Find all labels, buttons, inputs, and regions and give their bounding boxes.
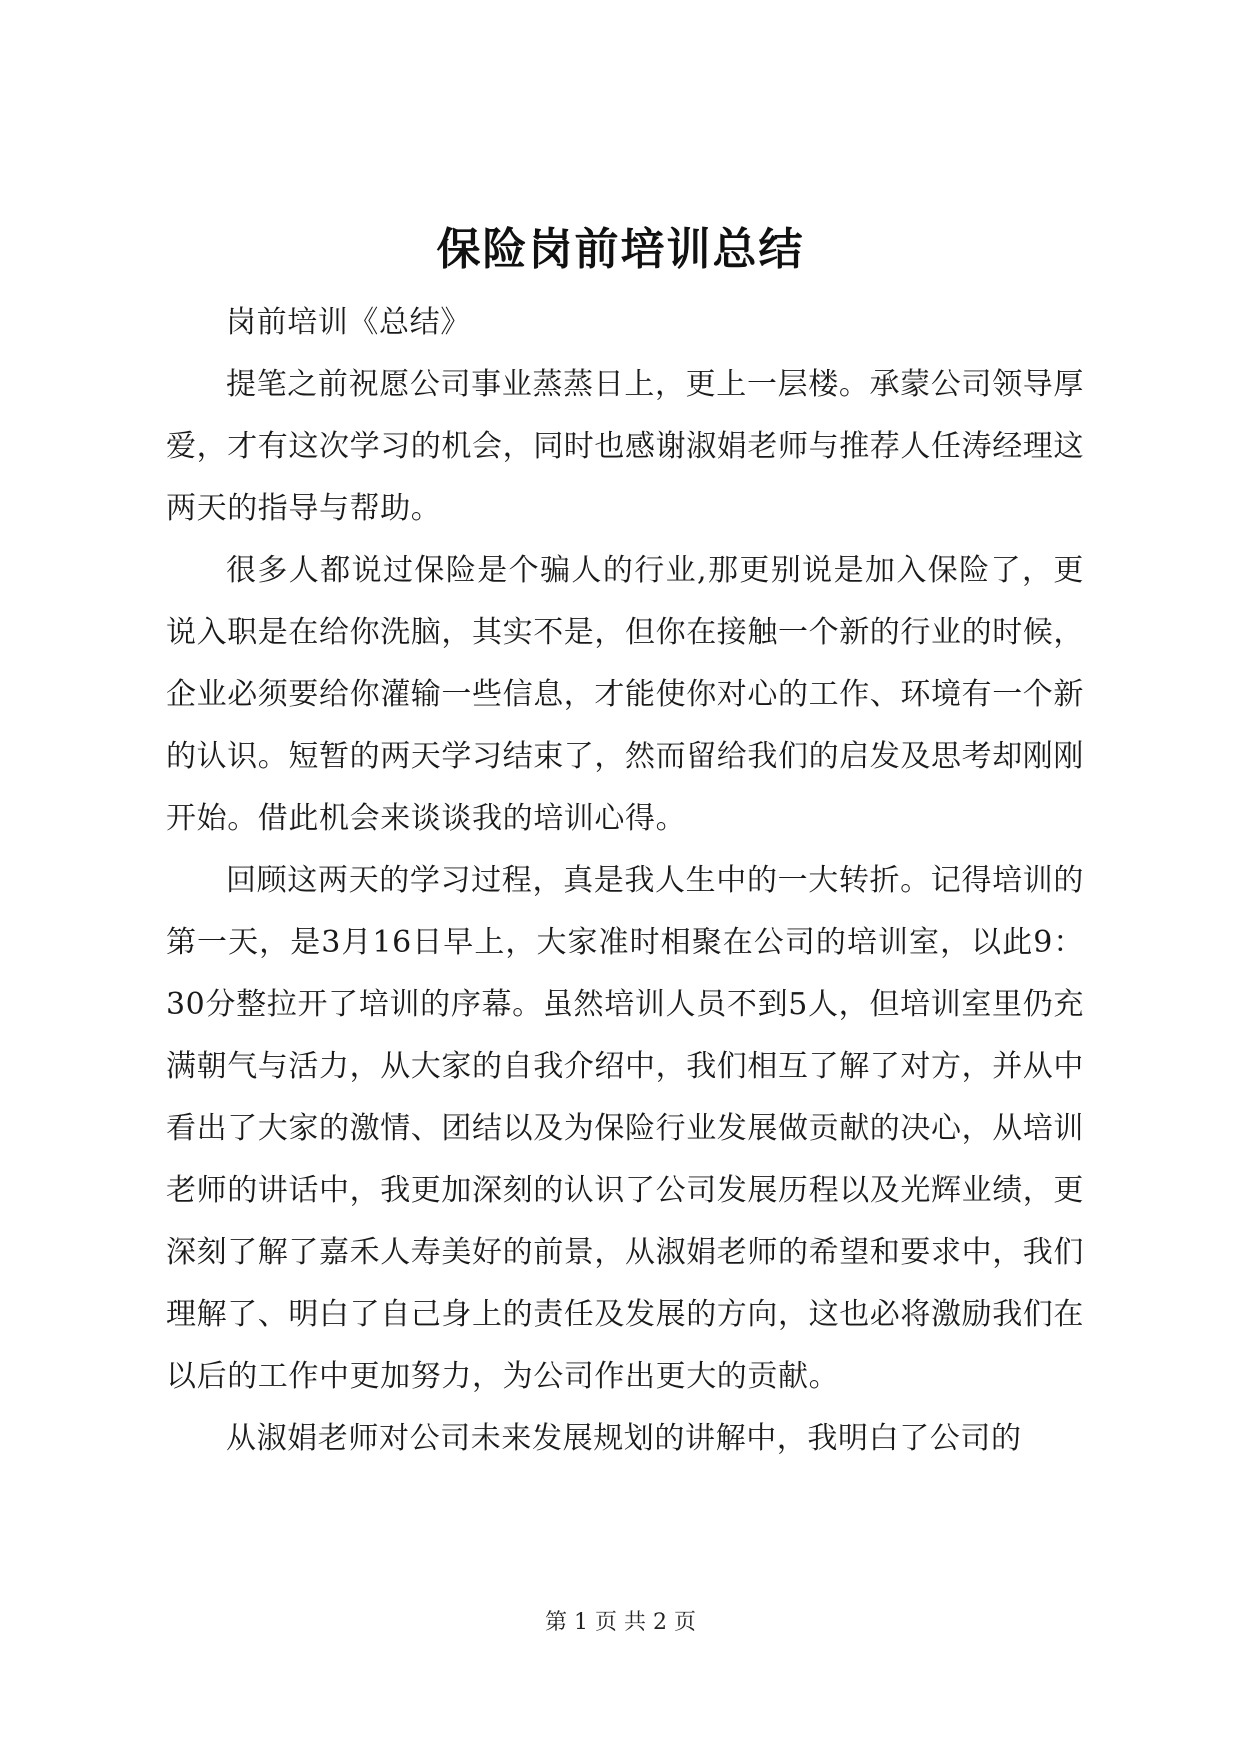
paragraph-subtitle: 岗前培训《总结》	[226, 305, 471, 340]
page-number-footer: 第 1 页 共 2 页	[545, 1610, 696, 1635]
paragraph: 从淑娟老师对公司未来发展规划的讲解中，我明白了公司的	[226, 1421, 1022, 1456]
document-title: 保险岗前培训总结	[436, 224, 805, 275]
paragraph: 很多人都说过保险是个骗人的行业,那更别说是加入保险了，更说入职是在给你洗脑，其实不是，但你在接触一个新的行业的时候，企业必须要给你灌输一些信息，才能使你对心的工作、环境有一个新的认识。短暂的两天学习结束了，然而留给我们的启发及思考却刚刚开始。借此机会来谈谈我的培训心得。	[166, 553, 1084, 836]
document-body	[166, 292, 1084, 1470]
paragraph: 回顾这两天的学习过程，真是我人生中的一大转折。记得培训的第一天，是3月16日早上，大家准时相聚在公司的培训室，以此9：30分整拉开了培训的序幕。虽然培训人员不到5人，但培训室里仍充满朝气与活力，从大家的自我介绍中，我们相互了解了对方，并从中看出了大家的激情、团结以及为保险行业发展做贡献的决心，从培训老师的讲话中，我更加深刻的认识了公司发展历程以及光辉业绩，更深刻了解了嘉禾人寿美好的前景，从淑娟老师的希望和要求中，我们理解了、明白了自己身上的责任及发展的方向，这也必将激励我们在以后的工作中更加努力，为公司作出更大的贡献。	[166, 863, 1084, 1394]
paragraph: 提笔之前祝愿公司事业蒸蒸日上，更上一层楼。承蒙公司领导厚爱，才有这次学习的机会，同时也感谢淑娟老师与推荐人任涛经理这两天的指导与帮助。	[166, 367, 1084, 526]
